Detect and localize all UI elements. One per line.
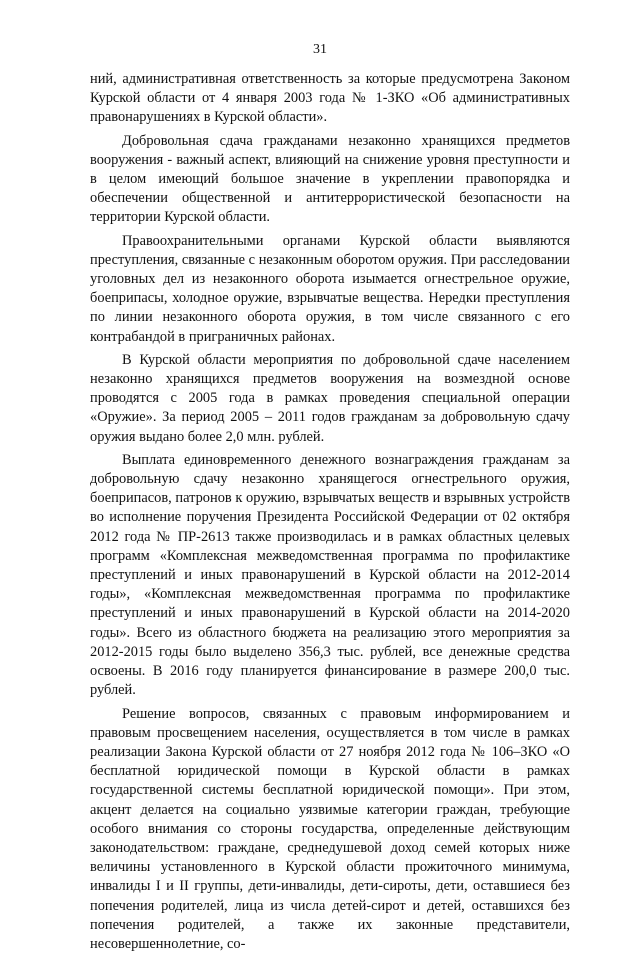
paragraph-operation-weapon: В Курской области мероприятия по добровольной сдаче населением незаконно хранящихся предметов вооружения на возмездной основе проводятся с 2005 года в рамках проведения специальной операции «Оружие». За период 2005 – 2011 годов гражданам за добровольную сдачу оружия выдано более 2,0 млн. рублей. — [90, 351, 570, 447]
paragraph-legal-aid: Решение вопросов, связанных с правовым информированием и правовым просвещением населения, осуществляется в том числе в рамках реализации Закона Курской области от 27 ноября 2012 года № 106–ЗКО «О бесплатной юридической помощи в Курской области в рамках государственной системы бесплатной юридической помощи». При этом, акцент делается на социально уязвимые категории граждан, требующие особого внимания со стороны государства, определенные действующим законодательством: граждане, среднедушевой доход семей которых ниже величины установленного в Курской области прожиточного минимума, инвалиды I и II группы, дети-инвалиды, дети-сироты, дети, оставшиеся без попечения родителей, лица из числа детей-сирот и детей, оставшихся без попечения родителей, а также их законные представители, несовершеннолетние, со- — [90, 705, 570, 954]
paragraph-law-enforcement: Правоохранительными органами Курской области выявляются преступления, связанные с незаконным оборотом оружия. При расследовании уголовных дел из незаконного оборота изымается огнестрельное оружие, боеприпасы, холодное оружие, взрывчатые вещества. Нередки преступления по линии незаконного оборота оружия, в том числе связанного с его контрабандой в приграничных районах. — [90, 232, 570, 347]
body-text — [90, 70, 570, 954]
paragraph-continued: ний, административная ответственность за которые предусмотрена Законом Курской области от 4 января 2003 года № 1-ЗКО «Об административных правонарушениях в Курской области». — [90, 70, 570, 128]
page-number: 31 — [0, 42, 640, 58]
paragraph-payment-programs: Выплата единовременного денежного вознаграждения гражданам за добровольную сдачу незаконно хранящегося огнестрельного оружия, боеприпасов, патронов к оружию, взрывчатых веществ и взрывных устройств во исполнение поручения Президента Российской Федерации от 02 октября 2012 года № ПР-2613 также производилась и в рамках областных целевых программ «Комплексная межведомственная программа по профилактике преступлений и иных правонарушений в Курской области на 2012-2014 годы», «Комплексная межведомственная программа по профилактике преступлений и иных правонарушений в Курской области на 2014-2020 годы». Всего из областного бюджета на реализацию этого мероприятия за 2012-2015 годы было выделено 356,3 тыс. рублей, все денежные средства освоены. В 2016 году планируется финансирование в размере 200,0 тыс. рублей. — [90, 451, 570, 701]
paragraph-voluntary-surrender: Добровольная сдача гражданами незаконно хранящихся предметов вооружения - важный аспект, влияющий на снижение уровня преступности и в целом имеющий большое значение в укреплении правопорядка и обеспечении общественной и антитеррористической безопасности на территории Курской области. — [90, 132, 570, 228]
